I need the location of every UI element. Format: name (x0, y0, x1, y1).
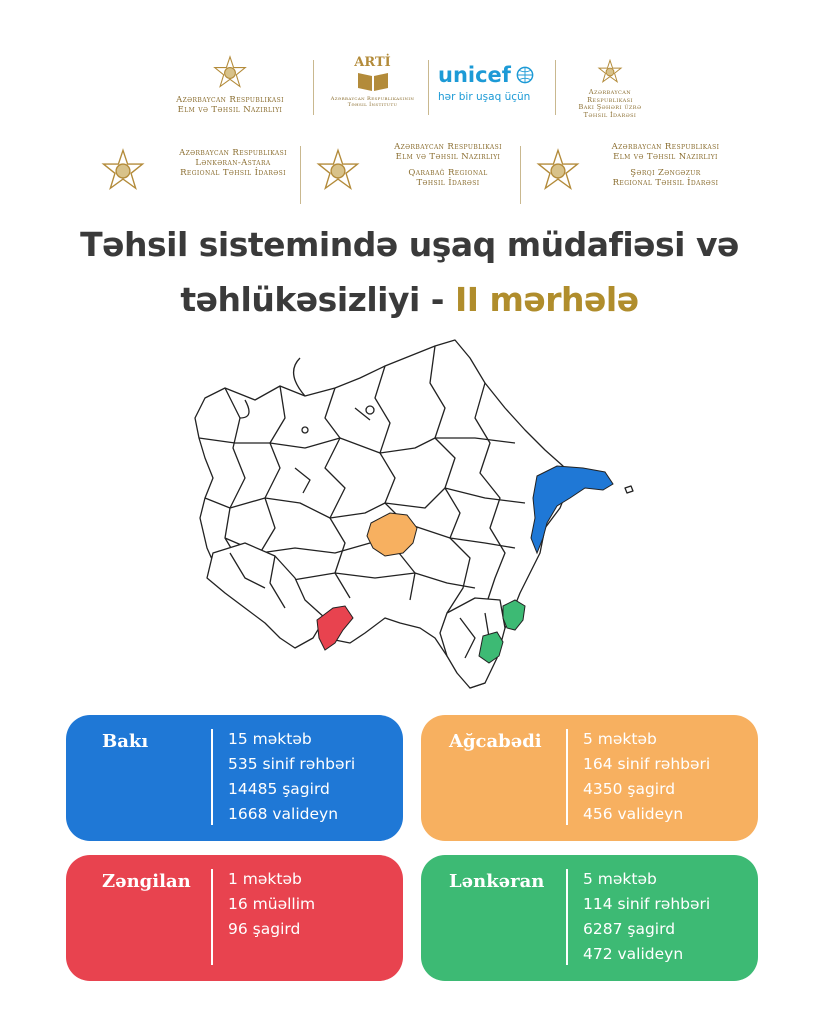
stat-class-teachers: 164 sinif rəhbəri (583, 755, 711, 773)
card-region-name: Lənkəran (449, 871, 545, 892)
state-emblem-icon (597, 59, 623, 85)
baku-logo-line-3: Təhsil İdarəsi (583, 110, 637, 119)
logo-divider (313, 60, 314, 115)
card-stats (583, 727, 710, 827)
stat-class-teachers: 114 sinif rəhbəri (583, 895, 711, 913)
arti-logo (325, 55, 420, 108)
azerbaijan-map (185, 338, 645, 698)
stat-schools: 5 məktəb (583, 870, 657, 888)
zengezur-logo-line-2: Elm və Təhsil Nazirliyi (613, 152, 718, 162)
ministry-logo-line-1: Azərbaycan Respublikası (176, 95, 284, 105)
stat-schools: 1 məktəb (228, 870, 302, 888)
card-region-name: Bakı (102, 731, 149, 752)
logo-divider (428, 60, 429, 115)
state-emblem-icon (535, 148, 581, 194)
lenkeran-logo-line-1: Azərbaycan Respublikası (179, 148, 287, 158)
card-region-name: Ağcabədi (449, 731, 542, 752)
logo-divider (300, 146, 301, 204)
ministry-logo (150, 55, 310, 115)
card-divider (211, 729, 213, 825)
stat-parents: 456 valideyn (583, 805, 684, 823)
card-divider (211, 869, 213, 965)
unicef-tagline: hər bir uşaq üçün (438, 91, 531, 103)
stat-students: 4350 şagird (583, 780, 676, 798)
stat-card-baki (66, 715, 403, 841)
baku-logo-line-2: Bakı Şəhəri üzrə (578, 103, 642, 111)
unicef-logo (438, 63, 548, 103)
baku-logo-line-1: Azərbaycan Respublikası (587, 88, 633, 104)
qarabag-logo-line-3: Qarabağ Regional (408, 168, 488, 178)
card-stats (583, 867, 710, 967)
card-region-name: Zəngilan (102, 871, 191, 892)
ministry-logo-line-2: Elm və Təhsil Nazirliyi (177, 105, 283, 115)
card-divider (566, 729, 568, 825)
page-title-line-1: Təhsil sistemində uşaq müdafiəsi və (80, 225, 739, 264)
lenkeran-logo-line-2: Lənkəran-Astara (195, 158, 271, 168)
arti-logo-line-2: Təhsil İnstitutu (347, 102, 398, 108)
page-title-highlight: II mərhələ (454, 280, 639, 319)
zengezur-logo-line-1: Azərbaycan Respublikası (611, 142, 720, 152)
open-book-icon (356, 70, 390, 92)
stat-card-zengilan (66, 855, 403, 981)
stat-students: 6287 şagird (583, 920, 676, 938)
state-emblem-icon (315, 148, 361, 194)
lenkeran-logo-line-3: Regional Təhsil İdarəsi (180, 168, 286, 178)
qarabag-logo-line-1: Azərbaycan Respublikası (394, 142, 502, 152)
map-region-baki (531, 466, 613, 553)
partner-logos-row-2 (0, 140, 819, 210)
state-emblem-icon (212, 55, 248, 91)
stat-schools: 5 məktəb (583, 730, 657, 748)
stat-students: 96 şagird (228, 920, 301, 938)
card-divider (566, 869, 568, 965)
stat-card-agcabedi (421, 715, 758, 841)
arti-logo-line-1: Azərbaycan Respublikasının (330, 96, 415, 102)
zengezur-logo-line-4: Regional Təhsil İdarəsi (612, 178, 719, 188)
card-stats (228, 867, 315, 942)
stat-card-lenkeran (421, 855, 758, 981)
zengezur-logo-line-3: Şərqi Zəngəzur (630, 168, 701, 178)
stat-students: 14485 şagird (228, 780, 330, 798)
logo-divider (520, 146, 521, 204)
stat-teachers: 16 müəllim (228, 895, 316, 913)
page-title-line-2-prefix: təhlükəsizliyi - (180, 280, 455, 319)
stat-parents: 472 valideyn (583, 945, 684, 963)
qarabag-logo-line-4: Təhsil İdarəsi (416, 178, 480, 188)
stat-schools: 15 məktəb (228, 730, 312, 748)
arti-brand: ARTİ (354, 55, 391, 70)
stat-class-teachers: 535 sinif rəhbəri (228, 755, 356, 773)
partner-logos-row-1 (0, 55, 819, 130)
baku-education-office-logo (565, 59, 655, 119)
card-stats (228, 727, 355, 827)
stat-parents: 1668 valideyn (228, 805, 339, 823)
page-title-line-2 (0, 280, 819, 319)
logo-divider (555, 60, 556, 115)
qarabag-logo-line-2: Elm və Təhsil Nazirliyi (395, 152, 501, 162)
unicef-brand: unicef (438, 63, 511, 87)
globe-icon (516, 66, 534, 84)
state-emblem-icon (100, 148, 146, 194)
map-outline (195, 340, 633, 688)
